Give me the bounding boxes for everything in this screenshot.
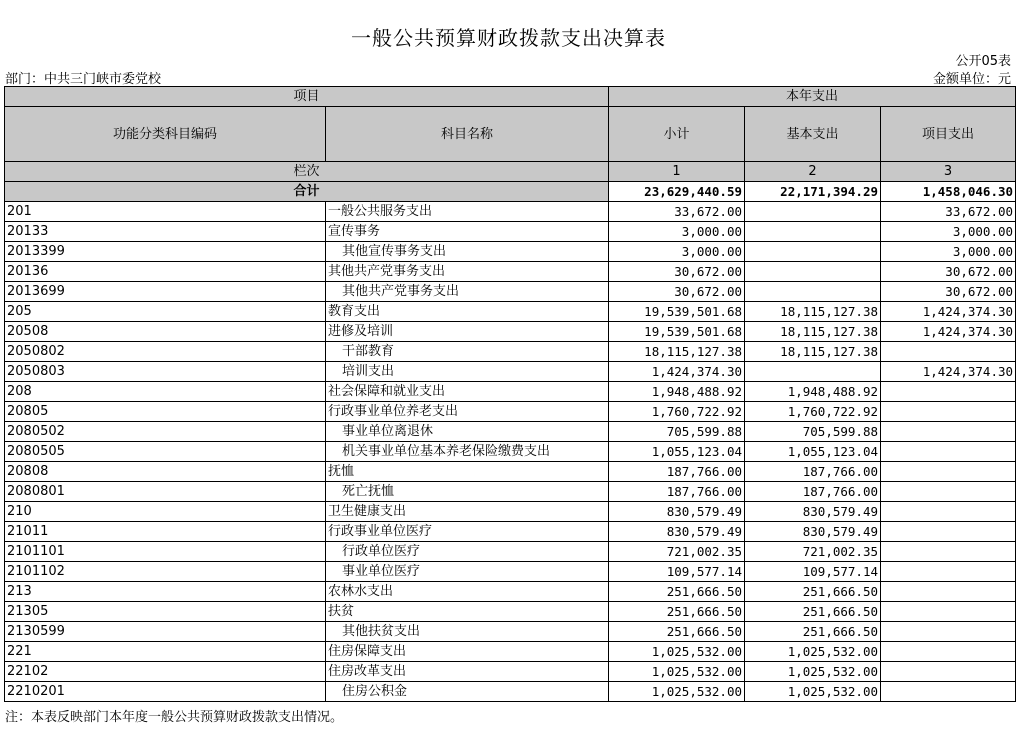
table-row xyxy=(5,282,1016,302)
header-subtotal: 小计 xyxy=(609,107,745,162)
row-name: 一般公共服务支出 xyxy=(326,202,609,222)
row-name: 其他共产党事务支出 xyxy=(326,282,609,302)
table-row xyxy=(5,402,1016,422)
expenditure-table xyxy=(4,86,1016,702)
row-project: 30,672.00 xyxy=(881,262,1016,282)
total-project: 1,458,046.30 xyxy=(881,182,1016,202)
row-subtotal: 30,672.00 xyxy=(609,262,745,282)
row-basic: 251,666.50 xyxy=(745,622,881,642)
row-code: 2101102 xyxy=(5,562,326,582)
row-basic: 1,760,722.92 xyxy=(745,402,881,422)
row-code: 2050803 xyxy=(5,362,326,382)
row-subtotal: 830,579.49 xyxy=(609,522,745,542)
row-name: 社会保障和就业支出 xyxy=(326,382,609,402)
row-basic: 1,025,532.00 xyxy=(745,662,881,682)
table-row xyxy=(5,642,1016,662)
row-project xyxy=(881,682,1016,702)
row-basic xyxy=(745,242,881,262)
row-name: 进修及培训 xyxy=(326,322,609,342)
row-project xyxy=(881,582,1016,602)
row-code: 210 xyxy=(5,502,326,522)
row-basic: 18,115,127.38 xyxy=(745,302,881,322)
row-project xyxy=(881,402,1016,422)
row-subtotal: 1,424,374.30 xyxy=(609,362,745,382)
form-number: 公开05表 xyxy=(955,54,1011,69)
row-subtotal: 705,599.88 xyxy=(609,422,745,442)
row-name: 事业单位离退休 xyxy=(326,422,609,442)
amount-unit-label: 金额单位：元 xyxy=(932,72,1011,87)
row-code: 2080801 xyxy=(5,482,326,502)
header-basic: 基本支出 xyxy=(745,107,881,162)
row-code: 2013699 xyxy=(5,282,326,302)
row-project xyxy=(881,602,1016,622)
row-basic: 1,948,488.92 xyxy=(745,382,881,402)
row-name: 住房改革支出 xyxy=(326,662,609,682)
row-name: 行政事业单位医疗 xyxy=(326,522,609,542)
row-basic: 18,115,127.38 xyxy=(745,342,881,362)
total-label: 合计 xyxy=(5,182,609,202)
row-basic xyxy=(745,362,881,382)
table-row xyxy=(5,202,1016,222)
row-project xyxy=(881,482,1016,502)
row-name: 其他扶贫支出 xyxy=(326,622,609,642)
header-col2: 2 xyxy=(745,162,881,182)
table-row xyxy=(5,622,1016,642)
row-basic: 1,055,123.04 xyxy=(745,442,881,462)
table-row xyxy=(5,542,1016,562)
row-subtotal: 1,025,532.00 xyxy=(609,642,745,662)
row-subtotal: 830,579.49 xyxy=(609,502,745,522)
table-row xyxy=(5,342,1016,362)
row-name: 干部教育 xyxy=(326,342,609,362)
row-name: 宣传事务 xyxy=(326,222,609,242)
row-code: 201 xyxy=(5,202,326,222)
row-subtotal: 187,766.00 xyxy=(609,482,745,502)
header-code: 功能分类科目编码 xyxy=(5,107,326,162)
row-project xyxy=(881,422,1016,442)
row-subtotal: 109,577.14 xyxy=(609,562,745,582)
header-col1: 1 xyxy=(609,162,745,182)
table-row xyxy=(5,442,1016,462)
table-row xyxy=(5,502,1016,522)
row-project: 1,424,374.30 xyxy=(881,322,1016,342)
row-project xyxy=(881,542,1016,562)
row-code: 2130599 xyxy=(5,622,326,642)
row-subtotal: 1,025,532.00 xyxy=(609,662,745,682)
row-code: 2013399 xyxy=(5,242,326,262)
row-project: 1,424,374.30 xyxy=(881,362,1016,382)
row-code: 208 xyxy=(5,382,326,402)
row-code: 2080502 xyxy=(5,422,326,442)
table-row xyxy=(5,222,1016,242)
table-row xyxy=(5,562,1016,582)
row-code: 21305 xyxy=(5,602,326,622)
row-subtotal: 187,766.00 xyxy=(609,462,745,482)
row-code: 2080505 xyxy=(5,442,326,462)
header-current-year: 本年支出 xyxy=(609,87,1016,107)
row-project: 30,672.00 xyxy=(881,282,1016,302)
row-name: 卫生健康支出 xyxy=(326,502,609,522)
row-subtotal: 251,666.50 xyxy=(609,602,745,622)
row-name: 机关事业单位基本养老保险缴费支出 xyxy=(326,442,609,462)
row-project xyxy=(881,562,1016,582)
row-basic: 251,666.50 xyxy=(745,582,881,602)
row-subtotal: 33,672.00 xyxy=(609,202,745,222)
row-name: 行政单位医疗 xyxy=(326,542,609,562)
table-row xyxy=(5,362,1016,382)
row-basic: 187,766.00 xyxy=(745,462,881,482)
row-code: 20805 xyxy=(5,402,326,422)
row-project xyxy=(881,442,1016,462)
header-project: 项目支出 xyxy=(881,107,1016,162)
table-row xyxy=(5,582,1016,602)
header-name: 科目名称 xyxy=(326,107,609,162)
total-subtotal: 23,629,440.59 xyxy=(609,182,745,202)
row-subtotal: 1,948,488.92 xyxy=(609,382,745,402)
table-body xyxy=(5,202,1016,702)
row-subtotal: 1,760,722.92 xyxy=(609,402,745,422)
row-subtotal: 1,025,532.00 xyxy=(609,682,745,702)
row-name: 住房保障支出 xyxy=(326,642,609,662)
row-project xyxy=(881,662,1016,682)
row-subtotal: 30,672.00 xyxy=(609,282,745,302)
row-project: 3,000.00 xyxy=(881,222,1016,242)
table-row xyxy=(5,262,1016,282)
row-code: 2210201 xyxy=(5,682,326,702)
row-code: 221 xyxy=(5,642,326,662)
row-basic: 251,666.50 xyxy=(745,602,881,622)
row-basic: 721,002.35 xyxy=(745,542,881,562)
row-subtotal: 251,666.50 xyxy=(609,622,745,642)
row-code: 2050802 xyxy=(5,342,326,362)
row-project xyxy=(881,382,1016,402)
table-row xyxy=(5,602,1016,622)
row-project: 3,000.00 xyxy=(881,242,1016,262)
row-basic: 830,579.49 xyxy=(745,522,881,542)
row-name: 死亡抚恤 xyxy=(326,482,609,502)
row-project: 33,672.00 xyxy=(881,202,1016,222)
row-name: 其他宣传事务支出 xyxy=(326,242,609,262)
table-row xyxy=(5,522,1016,542)
table-note: 注：本表反映部门本年度一般公共预算财政拨款支出情况。 xyxy=(5,710,344,725)
row-code: 213 xyxy=(5,582,326,602)
row-basic xyxy=(745,202,881,222)
row-code: 20808 xyxy=(5,462,326,482)
header-col3: 3 xyxy=(881,162,1016,182)
row-name: 教育支出 xyxy=(326,302,609,322)
row-basic xyxy=(745,282,881,302)
row-code: 20508 xyxy=(5,322,326,342)
row-project: 1,424,374.30 xyxy=(881,302,1016,322)
row-code: 22102 xyxy=(5,662,326,682)
row-basic: 1,025,532.00 xyxy=(745,682,881,702)
row-project xyxy=(881,502,1016,522)
row-basic: 830,579.49 xyxy=(745,502,881,522)
header-row-no: 栏次 xyxy=(5,162,609,182)
row-project xyxy=(881,642,1016,662)
row-basic xyxy=(745,222,881,242)
row-project xyxy=(881,462,1016,482)
row-name: 培训支出 xyxy=(326,362,609,382)
row-basic xyxy=(745,262,881,282)
row-basic: 109,577.14 xyxy=(745,562,881,582)
row-basic: 187,766.00 xyxy=(745,482,881,502)
row-name: 抚恤 xyxy=(326,462,609,482)
row-basic: 18,115,127.38 xyxy=(745,322,881,342)
row-name: 农林水支出 xyxy=(326,582,609,602)
table-row xyxy=(5,462,1016,482)
table-row xyxy=(5,422,1016,442)
row-project xyxy=(881,622,1016,642)
table-row xyxy=(5,482,1016,502)
row-name: 其他共产党事务支出 xyxy=(326,262,609,282)
row-subtotal: 721,002.35 xyxy=(609,542,745,562)
total-basic: 22,171,394.29 xyxy=(745,182,881,202)
row-code: 21011 xyxy=(5,522,326,542)
table-row xyxy=(5,682,1016,702)
row-code: 205 xyxy=(5,302,326,322)
table-row xyxy=(5,242,1016,262)
report-title: 一般公共预算财政拨款支出决算表 xyxy=(351,26,666,50)
row-name: 住房公积金 xyxy=(326,682,609,702)
table-row xyxy=(5,382,1016,402)
row-project xyxy=(881,342,1016,362)
row-subtotal: 3,000.00 xyxy=(609,222,745,242)
department-label: 部门：中共三门峡市委党校 xyxy=(5,72,162,87)
row-name: 扶贫 xyxy=(326,602,609,622)
table-row xyxy=(5,322,1016,342)
row-code: 2101101 xyxy=(5,542,326,562)
row-code: 20136 xyxy=(5,262,326,282)
row-project xyxy=(881,522,1016,542)
row-subtotal: 251,666.50 xyxy=(609,582,745,602)
row-name: 事业单位医疗 xyxy=(326,562,609,582)
table-row xyxy=(5,662,1016,682)
row-code: 20133 xyxy=(5,222,326,242)
row-subtotal: 1,055,123.04 xyxy=(609,442,745,462)
row-subtotal: 19,539,501.68 xyxy=(609,322,745,342)
row-name: 行政事业单位养老支出 xyxy=(326,402,609,422)
row-basic: 705,599.88 xyxy=(745,422,881,442)
row-basic: 1,025,532.00 xyxy=(745,642,881,662)
row-subtotal: 18,115,127.38 xyxy=(609,342,745,362)
header-item: 项目 xyxy=(5,87,609,107)
row-subtotal: 19,539,501.68 xyxy=(609,302,745,322)
row-subtotal: 3,000.00 xyxy=(609,242,745,262)
table-row xyxy=(5,302,1016,322)
